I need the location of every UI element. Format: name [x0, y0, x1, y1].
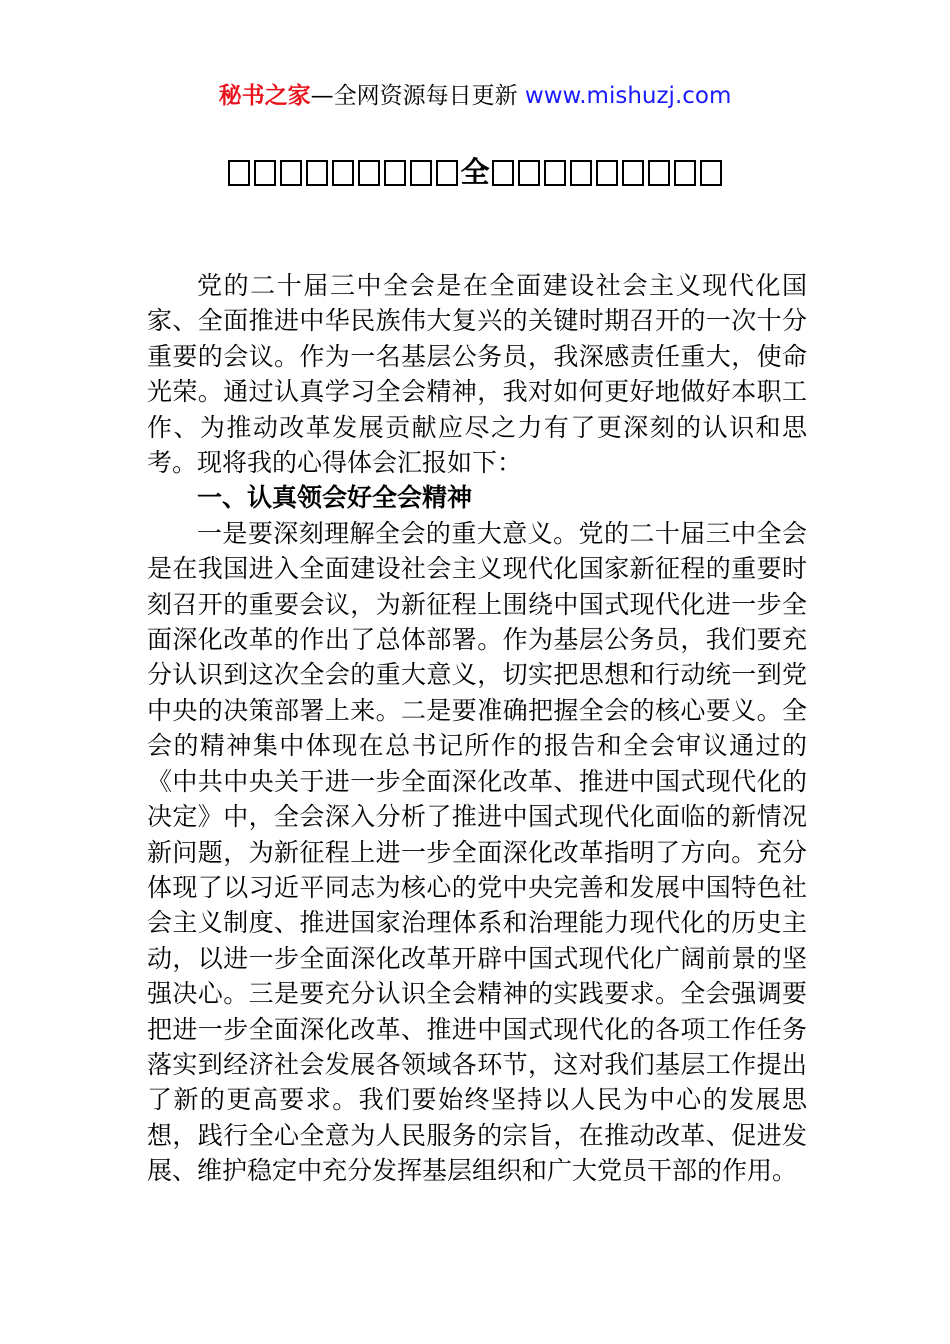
site-tagline: 全网资源每日更新 [333, 83, 518, 109]
document-body [147, 268, 807, 1189]
section-heading-1: 一、认真领会好全会精神 [197, 483, 473, 513]
title-missing-glyphs-after [490, 155, 724, 189]
title-missing-glyphs-before [226, 155, 460, 189]
site-url-link[interactable]: www.mishuzj.com [524, 83, 732, 109]
header-dash: — [310, 83, 334, 109]
paragraph-section-1: 一是要深刻理解全会的重大意义。党的二十届三中全会是在我国进入全面建设社会主义现代化国家新征程的重要时刻召开的重要会议，为新征程上围绕中国式现代化进一步全面深化改革的作出了总体部署。作为基层公务员，我们要充分认识到这次全会的重大意义，切实把思想和行动统一到党中央的决策部署上来。二是要准确把握全会的核心要义。全会的精神集中体现在总书记所作的报告和全会审议通过的《中共中央关于进一步全面深化改革、推进中国式现代化的决定》中，全会深入分析了推进中国式现代化面临的新情况新问题，为新征程上进一步全面深化改革指明了方向。充分体现了以习近平同志为核心的党中央完善和发展中国特色社会主义制度、推进国家治理体系和治理能力现代化的历史主动，以进一步全面深化改革开辟中国式现代化广阔前景的坚强决心。三是要充分认识全会精神的实践要求。全会强调要把进一步全面深化改革、推进中国式现代化的各项工作任务落实到经济社会发展各领域各环节，这对我们基层工作提出了新的更高要求。我们要始终坚持以人民为中心的发展思想，践行全心全意为人民服务的宗旨，在推动改革、促进发展、维护稳定中充分发挥基层组织和广大党员干部的作用。 [147, 518, 807, 1186]
site-header [0, 80, 950, 112]
site-brand: 秘书之家 [218, 83, 311, 109]
paragraph-intro: 党的二十届三中全会是在全面建设社会主义现代化国家、全面推进中华民族伟大复兴的关键时期召开的一次十分重要的会议。作为一名基层公务员，我深感责任重大，使命光荣。通过认真学习全会精神，我对如何更好地做好本职工作、为推动改革发展贡献应尽之力有了更深刻的认识和思考。现将我的心得体会汇报如下： [147, 271, 807, 478]
title-visible-char: 全 [460, 155, 490, 189]
document-title [0, 152, 950, 192]
